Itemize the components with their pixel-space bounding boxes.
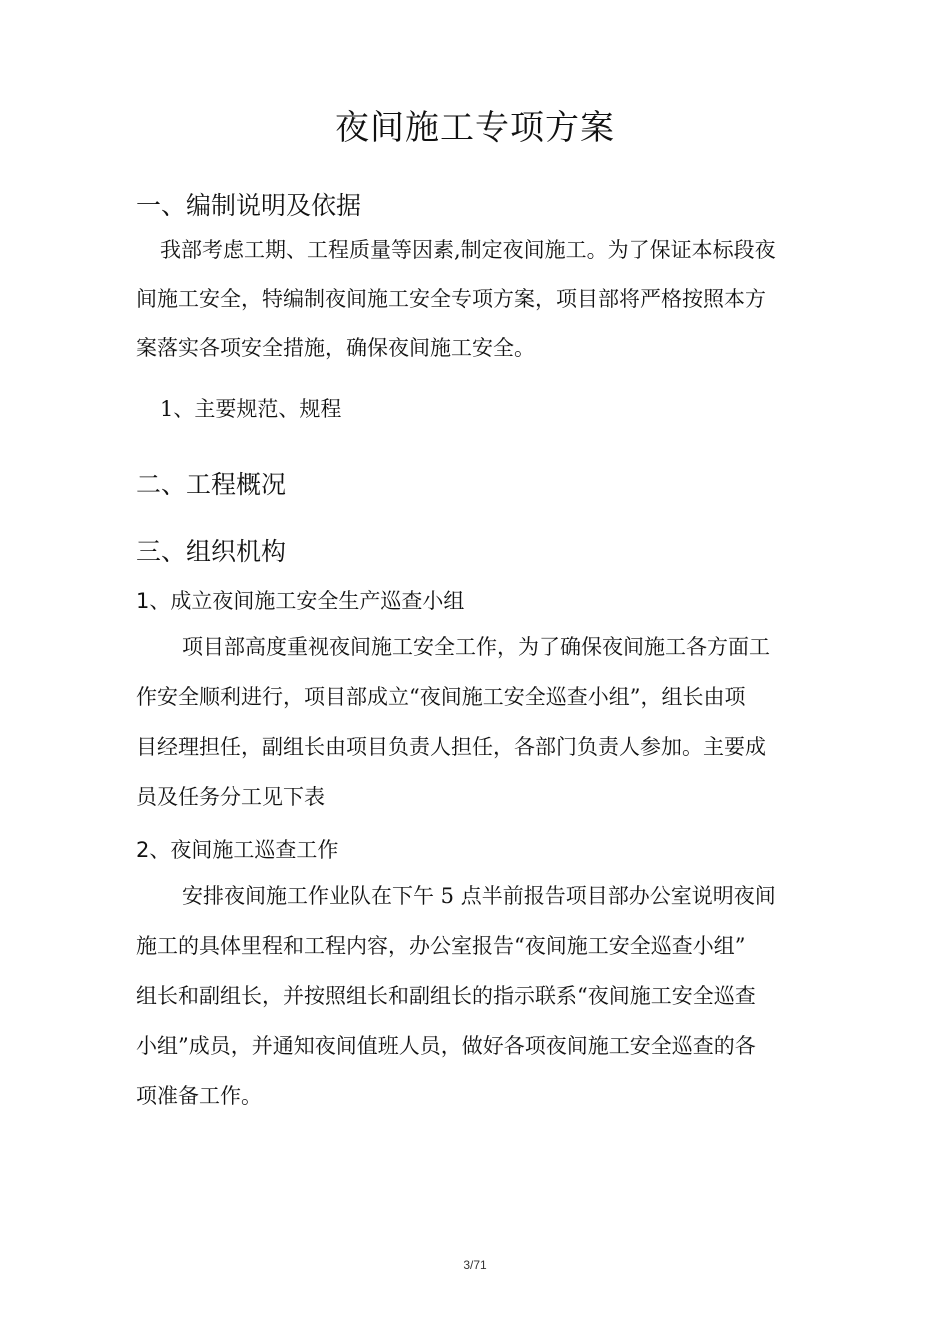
paragraph-line: 小组”成员，并通知夜间值班人员，做好各项夜间施工安全巡查的各: [136, 1034, 756, 1058]
page-number: 3/71: [463, 1258, 487, 1272]
paragraph-line: 项准备工作。: [136, 1084, 262, 1108]
section-heading-1: 一、编制说明及依据: [136, 191, 362, 220]
paragraph-line: 作安全顺利进行，项目部成立“夜间施工安全巡查小组”，组长由项: [136, 685, 746, 709]
section-heading-3: 三、组织机构: [136, 537, 287, 566]
paragraph-line: 我部考虑工期、工程质量等因素,制定夜间施工。为了保证本标段夜: [160, 238, 776, 262]
document-title: 夜间施工专项方案: [335, 108, 615, 148]
subsection-heading-2: 2、夜间施工巡查工作: [136, 838, 339, 862]
paragraph-line: 施工的具体里程和工程内容，办公室报告“夜间施工安全巡查小组”: [136, 934, 746, 958]
paragraph-line: 组长和副组长，并按照组长和副组长的指示联系“夜间施工安全巡查: [136, 984, 756, 1008]
subsection-2-paragraph: [136, 871, 826, 1121]
paragraph-line: 目经理担任，副组长由项目负责人担任，各部门负责人参加。主要成: [136, 735, 766, 759]
section-1-sub-item: 1、主要规范、规程: [160, 397, 342, 421]
paragraph-line: 项目部高度重视夜间施工安全工作，为了确保夜间施工各方面工: [182, 635, 770, 659]
section-heading-2: 二、工程概况: [136, 470, 287, 499]
paragraph-line: 案落实各项安全措施，确保夜间施工安全。: [136, 336, 535, 360]
paragraph-line: 员及任务分工见下表: [136, 785, 325, 809]
paragraph-line: 间施工安全，特编制夜间施工安全专项方案，项目部将严格按照本方: [136, 287, 766, 311]
subsection-1-paragraph: [136, 622, 826, 822]
section-1-paragraph: [136, 226, 850, 373]
subsection-heading-1: 1、成立夜间施工安全生产巡查小组: [136, 589, 465, 613]
paragraph-line: 安排夜间施工作业队在下午 5 点半前报告项目部办公室说明夜间: [182, 884, 776, 908]
